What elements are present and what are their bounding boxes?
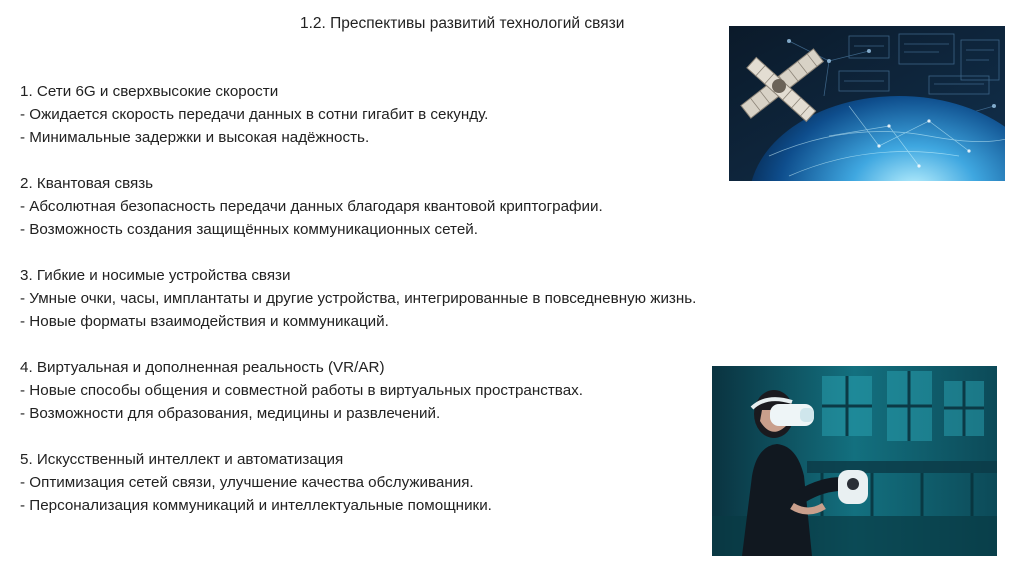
section-point: - Возможность создания защищённых коммуникационных сетей. [20, 221, 478, 238]
section-ai [20, 448, 710, 517]
section-point: - Умные очки, часы, имплантаты и другие устройства, интегрированные в повседневную жизнь. [20, 290, 697, 307]
section-point: - Ожидается скорость передачи данных в сотни гигабит в секунду. [20, 106, 489, 123]
satellite-earth-network-image [729, 26, 1005, 181]
section-point: - Минимальные задержки и высокая надёжность. [20, 129, 370, 146]
section-heading: 2. Квантовая связь [20, 175, 154, 192]
section-point: - Возможности для образования, медицины и развлечений. [20, 405, 441, 422]
vr-headset-person-image [712, 366, 997, 556]
section-point: - Абсолютная безопасность передачи данных благодаря квантовой криптографии. [20, 198, 603, 215]
section-quantum [20, 172, 710, 241]
satellite-earth-network-icon [729, 26, 1005, 181]
section-heading: 5. Искусственный интеллект и автоматизация [20, 451, 344, 468]
section-point: - Новые форматы взаимодействия и коммуникаций. [20, 313, 389, 330]
section-heading: 4. Виртуальная и дополненная реальность (VR/AR) [20, 359, 385, 376]
vr-headset-person-icon [712, 366, 997, 556]
section-6g [20, 80, 710, 149]
section-vr-ar [20, 356, 710, 425]
section-heading: 3. Гибкие и носимые устройства связи [20, 267, 291, 284]
section-wearables [20, 264, 710, 333]
section-point: - Оптимизация сетей связи, улучшение качества обслуживания. [20, 474, 474, 491]
section-heading: 1. Сети 6G и сверхвысокие скорости [20, 83, 279, 100]
section-point: - Новые способы общения и совместной работы в виртуальных пространствах. [20, 382, 583, 399]
section-point: - Персонализация коммуникаций и интеллектуальные помощники. [20, 497, 492, 514]
slide-body [20, 80, 710, 540]
slide-title: 1.2. Преспективы развитий технологий связи [300, 15, 625, 32]
